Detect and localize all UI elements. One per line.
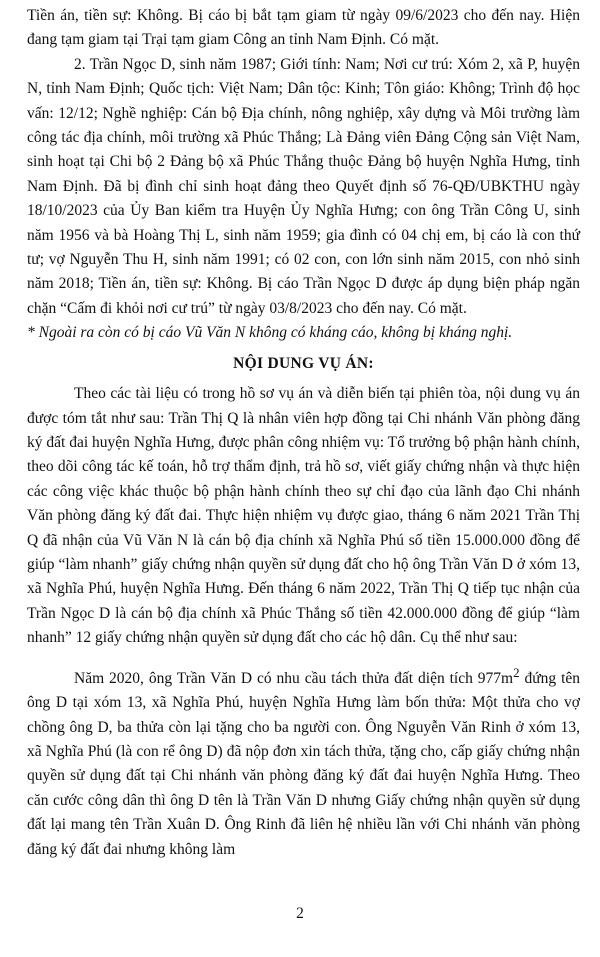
note-other-defendant: * Ngoài ra còn có bị cáo Vũ Văn N không có kháng cáo, không bị kháng nghị.	[27, 324, 513, 342]
unit-superscript: 2	[513, 664, 520, 680]
paragraph-criminal-record-defendant-1: Tiền án, tiền sự: Không. Bị cáo bị bắt tạm giam từ ngày 09/6/2023 cho đến nay. Hiện đang tạm giam tại Trại tạm giam Công an tỉnh Nam Định. Có mặt.	[27, 7, 580, 49]
page-number: 2	[296, 905, 304, 922]
paragraph-defendant-2-info: 2. Trần Ngọc D, sinh năm 1987; Giới tính: Nam; Nơi cư trú: Xóm 2, xã P, huyện N, tỉnh Nam Định; Quốc tịch: Việt Nam; Dân tộc: Kinh; Tôn giáo: Không; Trình độ học vấn: 12/12; Nghề nghiệp: Cán bộ Địa chính, nông nghiệp, xây dựng và Môi trường làm công tác địa chính, môi trường xã Phúc Thắng; Là Đảng viên Đảng Cộng sản Việt Nam, sinh hoạt tại Chi bộ 2 Đảng bộ xã Phúc Thắng thuộc Đảng bộ huyện Nghĩa Hưng, tỉnh Nam Định. Đã bị đình chỉ sinh hoạt đảng theo Quyết định số 76-QĐ/UBKTHU ngày 18/10/2023 của Ủy Ban kiểm tra Huyện Ủy Nghĩa Hưng; con ông Trần Công U, sinh năm 1956 và bà Hoàng Thị L, sinh năm 1959; gia đình có 04 chị em, bị cáo là con thứ tư; vợ Nguyễn Thu H, sinh năm 1991; có 02 con, con lớn sinh năm 2015, con nhỏ sinh năm 2018; Tiền án, tiền sự: Không. Bị cáo Trần Ngọc D được áp dụng biện pháp ngăn chặn “Cấm đi khỏi nơi cư trú” từ ngày 03/8/2023 cho đến nay. Có mặt.	[27, 55, 580, 317]
section-heading: NỘI DUNG VỤ ÁN:	[233, 354, 374, 372]
paragraph-land-split	[27, 661, 580, 862]
paragraph-case-summary: Theo các tài liệu có trong hồ sơ vụ án và diễn biến tại phiên tòa, nội dung vụ án được tóm tắt như sau: Trần Thị Q là nhân viên hợp đồng tại Chi nhánh Văn phòng đăng ký đất đai huyện Nghĩa Hưng, được phân công nhiệm vụ: Tổ trưởng bộ phận hành chính, theo dõi công tác kế toán, hỗ trợ thẩm định, trả hồ sơ, viết giấy chứng nhận và thực hiện các công việc khác thuộc bộ phận hành chính theo sự chỉ đạo của lãnh đạo Chi nhánh Văn phòng đăng ký đất đai. Thực hiện nhiệm vụ được giao, tháng 6 năm 2021 Trần Thị Q đã nhận của Vũ Văn N là cán bộ địa chính xã Nghĩa Phú số tiền 15.000.000 đồng để giúp “làm nhanh” giấy chứng nhận quyền sử dụng đất cho hộ ông Trần Văn D ở xóm 13, xã Nghĩa Phú, huyện Nghĩa Hưng. Đến tháng 6 năm 2022, Trần Thị Q tiếp tục nhận của Trần Ngọc D là cán bộ địa chính xã Phúc Thắng số tiền 42.000.000 đồng để giúp “làm nhanh” 12 giấy chứng nhận quyền sử dụng đất cho các hộ dân. Cụ thể như sau:	[27, 385, 580, 647]
land-split-text-rest: đứng tên ông D tại xóm 13, xã Nghĩa Phú, huyện Nghĩa Hưng làm bốn thửa: Một thửa cho vợ chồng ông D, ba thửa còn lại tặng cho ba người con. Ông Nguyễn Văn Rinh ở xóm 13, xã Nghĩa Phú (là con rể ông D) đã nộp đơn xin tách thửa, tặng cho, cấp giấy chứng nhận quyền sử dụng đất tại Chi nhánh văn phòng đăng ký đất đai huyện Nghĩa Hưng. Theo căn cước công dân thì ông D tên là Trần Văn D nhưng Giấy chứng nhận quyền sử dụng đất lại mang tên Trần Xuân D. Ông Rinh đã liên hệ nhiều lần với Chi nhánh văn phòng đăng ký đất đai nhưng không làm	[27, 669, 581, 858]
document-body	[27, 4, 580, 862]
land-split-text-start: Năm 2020, ông Trần Văn D có nhu cầu tách thửa đất diện tích 977m	[74, 669, 514, 687]
